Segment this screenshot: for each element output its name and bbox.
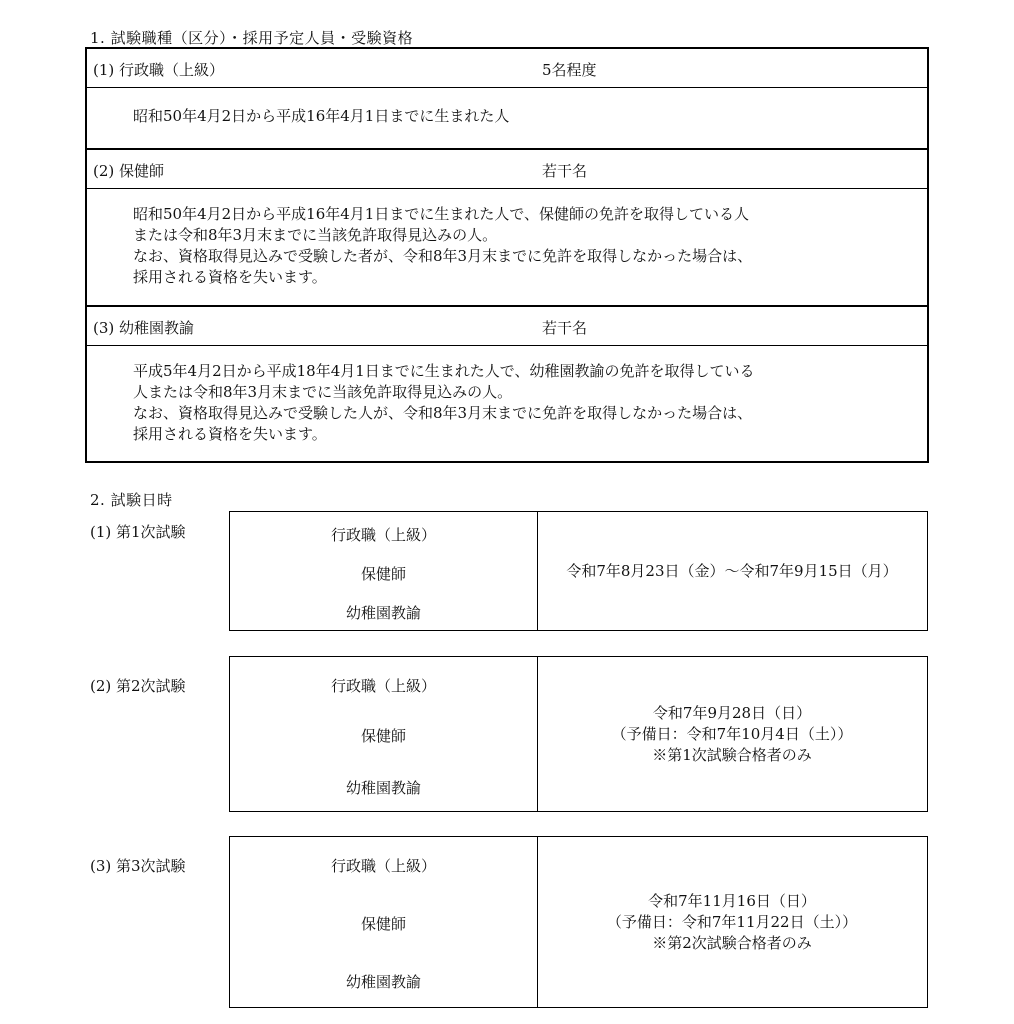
job-label: (3) 幼稚園教諭 — [93, 319, 195, 337]
qualification-table — [85, 47, 929, 463]
job-name: 行政職（上級） — [330, 526, 436, 544]
exam-date — [537, 561, 927, 582]
row-header-hokenshi — [87, 150, 927, 188]
job-name: 保健師 — [360, 565, 406, 583]
eligibility-line: 平成5年4月2日から平成18年4月1日までに生まれた人で、幼稚園教諭の免許を取得している — [133, 362, 755, 380]
date-line: 令和7年11月16日（日） — [648, 892, 816, 910]
date-line: ※第1次試験合格者のみ — [652, 746, 812, 764]
exam-label-1: (1) 第1次試験 — [90, 523, 186, 541]
job-name: 行政職（上級） — [330, 677, 436, 695]
date-line: 令和7年9月28日（日） — [652, 704, 812, 722]
recruit-count: 若干名 — [542, 162, 588, 180]
eligibility-line: なお、資格取得見込みで受験した者が、令和8年3月末までに免許を取得しなかった場合は、 — [133, 247, 753, 265]
exam-label-2: (2) 第2次試験 — [90, 677, 186, 695]
exam-label-3: (3) 第3次試験 — [90, 857, 186, 875]
row-header-youchien — [87, 307, 927, 345]
eligibility-hokenshi — [87, 189, 927, 305]
eligibility-line: 採用される資格を失います。 — [133, 268, 327, 286]
eligibility-line: 採用される資格を失います。 — [133, 425, 327, 443]
job-name: 行政職（上級） — [330, 857, 436, 875]
job-name: 幼稚園教諭 — [345, 604, 421, 622]
eligibility-line: 昭和50年4月2日から平成16年4月1日までに生まれた人 — [133, 107, 510, 125]
exam-date — [537, 891, 927, 954]
schedule-table-1 — [229, 511, 928, 631]
recruit-count: 5名程度 — [542, 61, 597, 79]
eligibility-gyosei — [87, 88, 927, 148]
exam-date — [537, 703, 927, 766]
eligibility-line: なお、資格取得見込みで受験した人が、令和8年3月末までに免許を取得しなかった場合は、 — [133, 404, 753, 422]
eligibility-line: 人または令和8年3月末までに当該免許取得見込みの人。 — [133, 383, 513, 401]
schedule-table-3 — [229, 836, 928, 1008]
section1-title: 1. 試験職種（区分）・採用予定人員・受験資格 — [90, 29, 414, 47]
date-line: （予備日：令和7年11月22日（土）） — [606, 913, 858, 931]
eligibility-line: 昭和50年4月2日から平成16年4月1日までに生まれた人で、保健師の免許を取得している人 — [133, 205, 750, 223]
job-label: (1) 行政職（上級） — [93, 61, 225, 79]
date-line: ※第2次試験合格者のみ — [652, 934, 812, 952]
job-name: 保健師 — [360, 915, 406, 933]
row-header-gyosei — [87, 49, 927, 87]
job-name: 幼稚園教諭 — [345, 973, 421, 991]
section2-title: 2. 試験日時 — [90, 491, 173, 509]
job-name: 幼稚園教諭 — [345, 779, 421, 797]
schedule-table-2 — [229, 656, 928, 812]
date-line: 令和7年8月23日（金）～令和7年9月15日（月） — [566, 562, 898, 580]
date-line: （予備日：令和7年10月4日（土）） — [611, 725, 853, 743]
eligibility-youchien — [87, 346, 927, 463]
recruit-count: 若干名 — [542, 319, 588, 337]
job-label: (2) 保健師 — [93, 162, 165, 180]
eligibility-line: または令和8年3月末までに当該免許取得見込みの人。 — [133, 226, 498, 244]
job-name: 保健師 — [360, 727, 406, 745]
